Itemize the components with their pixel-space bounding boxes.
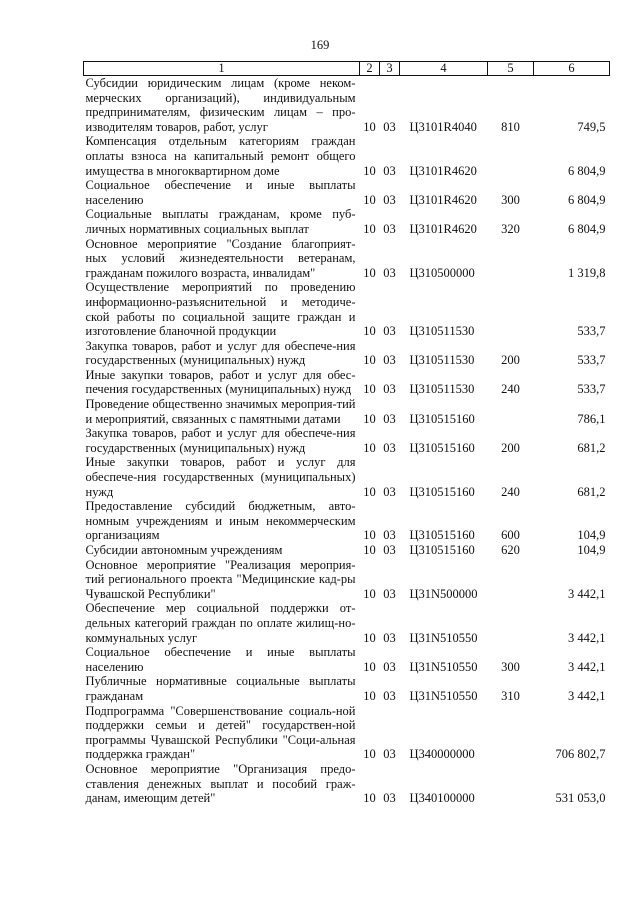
row-name: Основное мероприятие "Создание благоприят-ных условий жизнедеятельности ветеранам, гражданам пожилого возраста, инвалидам" — [85, 236, 356, 280]
row-expense-type — [488, 704, 534, 762]
row-amount: 6 804,9 — [568, 192, 606, 207]
row-amount: 749,5 — [577, 119, 606, 134]
header-col-2: 2 — [360, 62, 380, 76]
row-subsection: 03 — [383, 353, 396, 368]
row-section: 10 — [363, 440, 376, 455]
table-row — [84, 558, 610, 602]
row-subsection: 03 — [383, 192, 396, 207]
row-section: 10 — [363, 192, 376, 207]
row-name: Иные закупки товаров, работ и услуг для обес-печения государственных (муниципальных) нужд — [85, 367, 356, 397]
row-expense-type: 240 — [501, 382, 520, 397]
header-col-5: 5 — [488, 62, 534, 76]
row-name: Предоставление субсидий бюджетным, авто-номным учреждениям и иным некоммерческим организациям — [85, 499, 356, 543]
row-subsection: 03 — [383, 484, 396, 499]
table-row — [84, 178, 610, 207]
row-section: 10 — [363, 630, 376, 645]
table-row — [84, 645, 610, 674]
row-expense-type: 300 — [501, 192, 520, 207]
row-target-code: Ц31N510550 — [409, 630, 478, 645]
row-subsection: 03 — [383, 659, 396, 674]
row-section: 10 — [363, 659, 376, 674]
row-expense-type — [488, 762, 534, 806]
row-amount: 3 442,1 — [568, 688, 606, 703]
table-row — [84, 674, 610, 703]
row-expense-type: 200 — [501, 440, 520, 455]
row-expense-type: 200 — [501, 353, 520, 368]
table-row — [84, 134, 610, 178]
row-name: Компенсация отдельным категориям граждан оплаты взноса на капитальный ремонт общего имущества в многоквартирном доме — [85, 134, 356, 178]
row-amount: 6 804,9 — [568, 221, 606, 236]
row-target-code: Ц340000000 — [409, 747, 475, 762]
row-name: Иные закупки товаров, работ и услуг для обеспече-ния государственных (муниципальных) нужд — [85, 455, 356, 499]
row-name: Проведение общественно значимых мероприя-тий и мероприятий, связанных с памятными датами — [85, 397, 356, 426]
row-name: Основное мероприятие "Реализация мероприя-тий регионального проекта "Медицинские кад-ры Чувашской Республики" — [85, 557, 356, 601]
header-col-6: 6 — [534, 62, 610, 76]
row-target-code: Ц3101R4040 — [409, 119, 477, 134]
row-target-code: Ц31N500000 — [409, 586, 478, 601]
row-amount: 3 442,1 — [568, 659, 606, 674]
row-subsection: 03 — [383, 119, 396, 134]
row-section: 10 — [363, 688, 376, 703]
row-expense-type: 810 — [501, 119, 520, 134]
row-section: 10 — [363, 411, 376, 426]
row-amount: 1 319,8 — [568, 265, 606, 280]
row-subsection: 03 — [383, 586, 396, 601]
row-name: Закупка товаров, работ и услуг для обеспече-ния государственных (муниципальных) нужд — [85, 426, 356, 455]
row-section: 10 — [363, 353, 376, 368]
row-subsection: 03 — [383, 747, 396, 762]
row-subsection: 03 — [383, 543, 396, 557]
row-section: 10 — [363, 543, 376, 557]
row-amount: 3 442,1 — [568, 630, 606, 645]
header-col-1: 1 — [84, 62, 360, 76]
row-subsection: 03 — [383, 791, 396, 806]
table-row — [84, 543, 610, 558]
row-expense-type — [488, 558, 534, 602]
row-amount: 6 804,9 — [568, 163, 606, 178]
row-expense-type: 300 — [501, 659, 520, 674]
row-target-code: Ц310500000 — [409, 265, 475, 280]
row-subsection: 03 — [383, 324, 396, 339]
table-row — [84, 339, 610, 368]
row-name: Публичные нормативные социальные выплаты гражданам — [85, 674, 356, 703]
row-section: 10 — [363, 382, 376, 397]
table-row — [84, 426, 610, 455]
row-target-code: Ц310515160 — [409, 411, 475, 426]
row-section: 10 — [363, 221, 376, 236]
row-target-code: Ц31N510550 — [409, 688, 478, 703]
row-target-code: Ц310515160 — [409, 543, 475, 557]
row-expense-type: 600 — [501, 528, 520, 543]
row-target-code: Ц310515160 — [409, 440, 475, 455]
row-amount: 681,2 — [577, 440, 606, 455]
row-target-code: Ц3101R4620 — [409, 163, 477, 178]
row-expense-type — [488, 237, 534, 281]
row-name: Подпрограмма "Совершенствование социаль-ной поддержки семьи и детей" государствен-ной программы Чувашской Республики "Соци-альная поддержка граждан" — [85, 703, 356, 762]
table-row — [84, 762, 610, 806]
row-expense-type — [488, 134, 534, 178]
table-row — [84, 397, 610, 426]
table-row — [84, 601, 610, 645]
row-amount: 104,9 — [577, 528, 606, 543]
row-target-code: Ц310515160 — [409, 528, 475, 543]
row-amount: 681,2 — [577, 484, 606, 499]
row-target-code: Ц3101R4620 — [409, 221, 477, 236]
row-target-code: Ц310515160 — [409, 484, 475, 499]
row-expense-type — [488, 601, 534, 645]
row-amount: 533,7 — [577, 382, 606, 397]
row-name: Субсидии автономным учреждениям — [85, 543, 283, 557]
row-name: Субсидии юридическим лицам (кроме неком-мерческих организаций), индивидуальным предпринимателям, физическим лицам – про-изводителям товаров, работ, услуг — [85, 76, 356, 134]
row-section: 10 — [363, 265, 376, 280]
row-target-code: Ц31N510550 — [409, 659, 478, 674]
table-row — [84, 280, 610, 338]
row-subsection: 03 — [383, 630, 396, 645]
row-name: Социальные выплаты гражданам, кроме пуб-личных нормативных социальных выплат — [85, 207, 356, 236]
row-target-code: Ц310511530 — [409, 324, 475, 339]
row-subsection: 03 — [383, 688, 396, 703]
row-amount: 3 442,1 — [568, 586, 606, 601]
row-section: 10 — [363, 791, 376, 806]
table-row — [84, 455, 610, 499]
row-amount: 531 053,0 — [555, 791, 606, 806]
row-expense-type: 320 — [501, 221, 520, 236]
row-target-code: Ц310511530 — [409, 382, 475, 397]
row-section: 10 — [363, 747, 376, 762]
row-subsection: 03 — [383, 163, 396, 178]
row-name: Закупка товаров, работ и услуг для обеспече-ния государственных (муниципальных) нужд — [85, 338, 356, 368]
row-name: Осуществление мероприятий по проведению информационно-разъяснительной и методиче-ской работы по социальной защите граждан и изготовление бланочной продукции — [85, 280, 356, 339]
row-section: 10 — [363, 484, 376, 499]
row-name: Социальное обеспечение и иные выплаты населению — [85, 178, 356, 207]
header-col-4: 4 — [400, 62, 488, 76]
table-row — [84, 499, 610, 543]
row-target-code: Ц3101R4620 — [409, 192, 477, 207]
row-expense-type: 620 — [501, 543, 520, 557]
row-section: 10 — [363, 586, 376, 601]
row-amount: 706 802,7 — [555, 747, 606, 762]
table-row — [84, 237, 610, 281]
row-subsection: 03 — [383, 382, 396, 397]
table-row — [84, 704, 610, 762]
row-expense-type: 240 — [501, 484, 520, 499]
row-expense-type: 310 — [501, 688, 520, 703]
row-subsection: 03 — [383, 411, 396, 426]
row-target-code: Ц340100000 — [409, 791, 475, 806]
table-header-row — [84, 62, 610, 76]
row-name: Социальное обеспечение и иные выплаты населению — [85, 645, 356, 674]
row-subsection: 03 — [383, 528, 396, 543]
row-subsection: 03 — [383, 440, 396, 455]
row-section: 10 — [363, 119, 376, 134]
table-row — [84, 207, 610, 236]
row-subsection: 03 — [383, 221, 396, 236]
row-amount: 533,7 — [577, 353, 606, 368]
row-target-code: Ц310511530 — [409, 353, 475, 368]
row-expense-type — [488, 280, 534, 338]
budget-table — [83, 61, 610, 806]
row-name: Основное мероприятие "Организация предо-ставления денежных выплат и пособий граж-данам, имеющим детей" — [85, 761, 356, 806]
row-subsection: 03 — [383, 265, 396, 280]
row-section: 10 — [363, 528, 376, 543]
row-name: Обеспечение мер социальной поддержки от-дельных категорий граждан по оплате жилищ-но-коммунальных услуг — [85, 601, 356, 645]
row-amount: 786,1 — [577, 411, 606, 426]
row-section: 10 — [363, 324, 376, 339]
table-row — [84, 76, 610, 135]
row-amount: 104,9 — [577, 543, 606, 557]
table-row — [84, 368, 610, 397]
header-col-3: 3 — [380, 62, 400, 76]
row-section: 10 — [363, 163, 376, 178]
page-number: 169 — [310, 38, 330, 52]
row-amount: 533,7 — [577, 324, 606, 339]
row-expense-type — [488, 397, 534, 426]
